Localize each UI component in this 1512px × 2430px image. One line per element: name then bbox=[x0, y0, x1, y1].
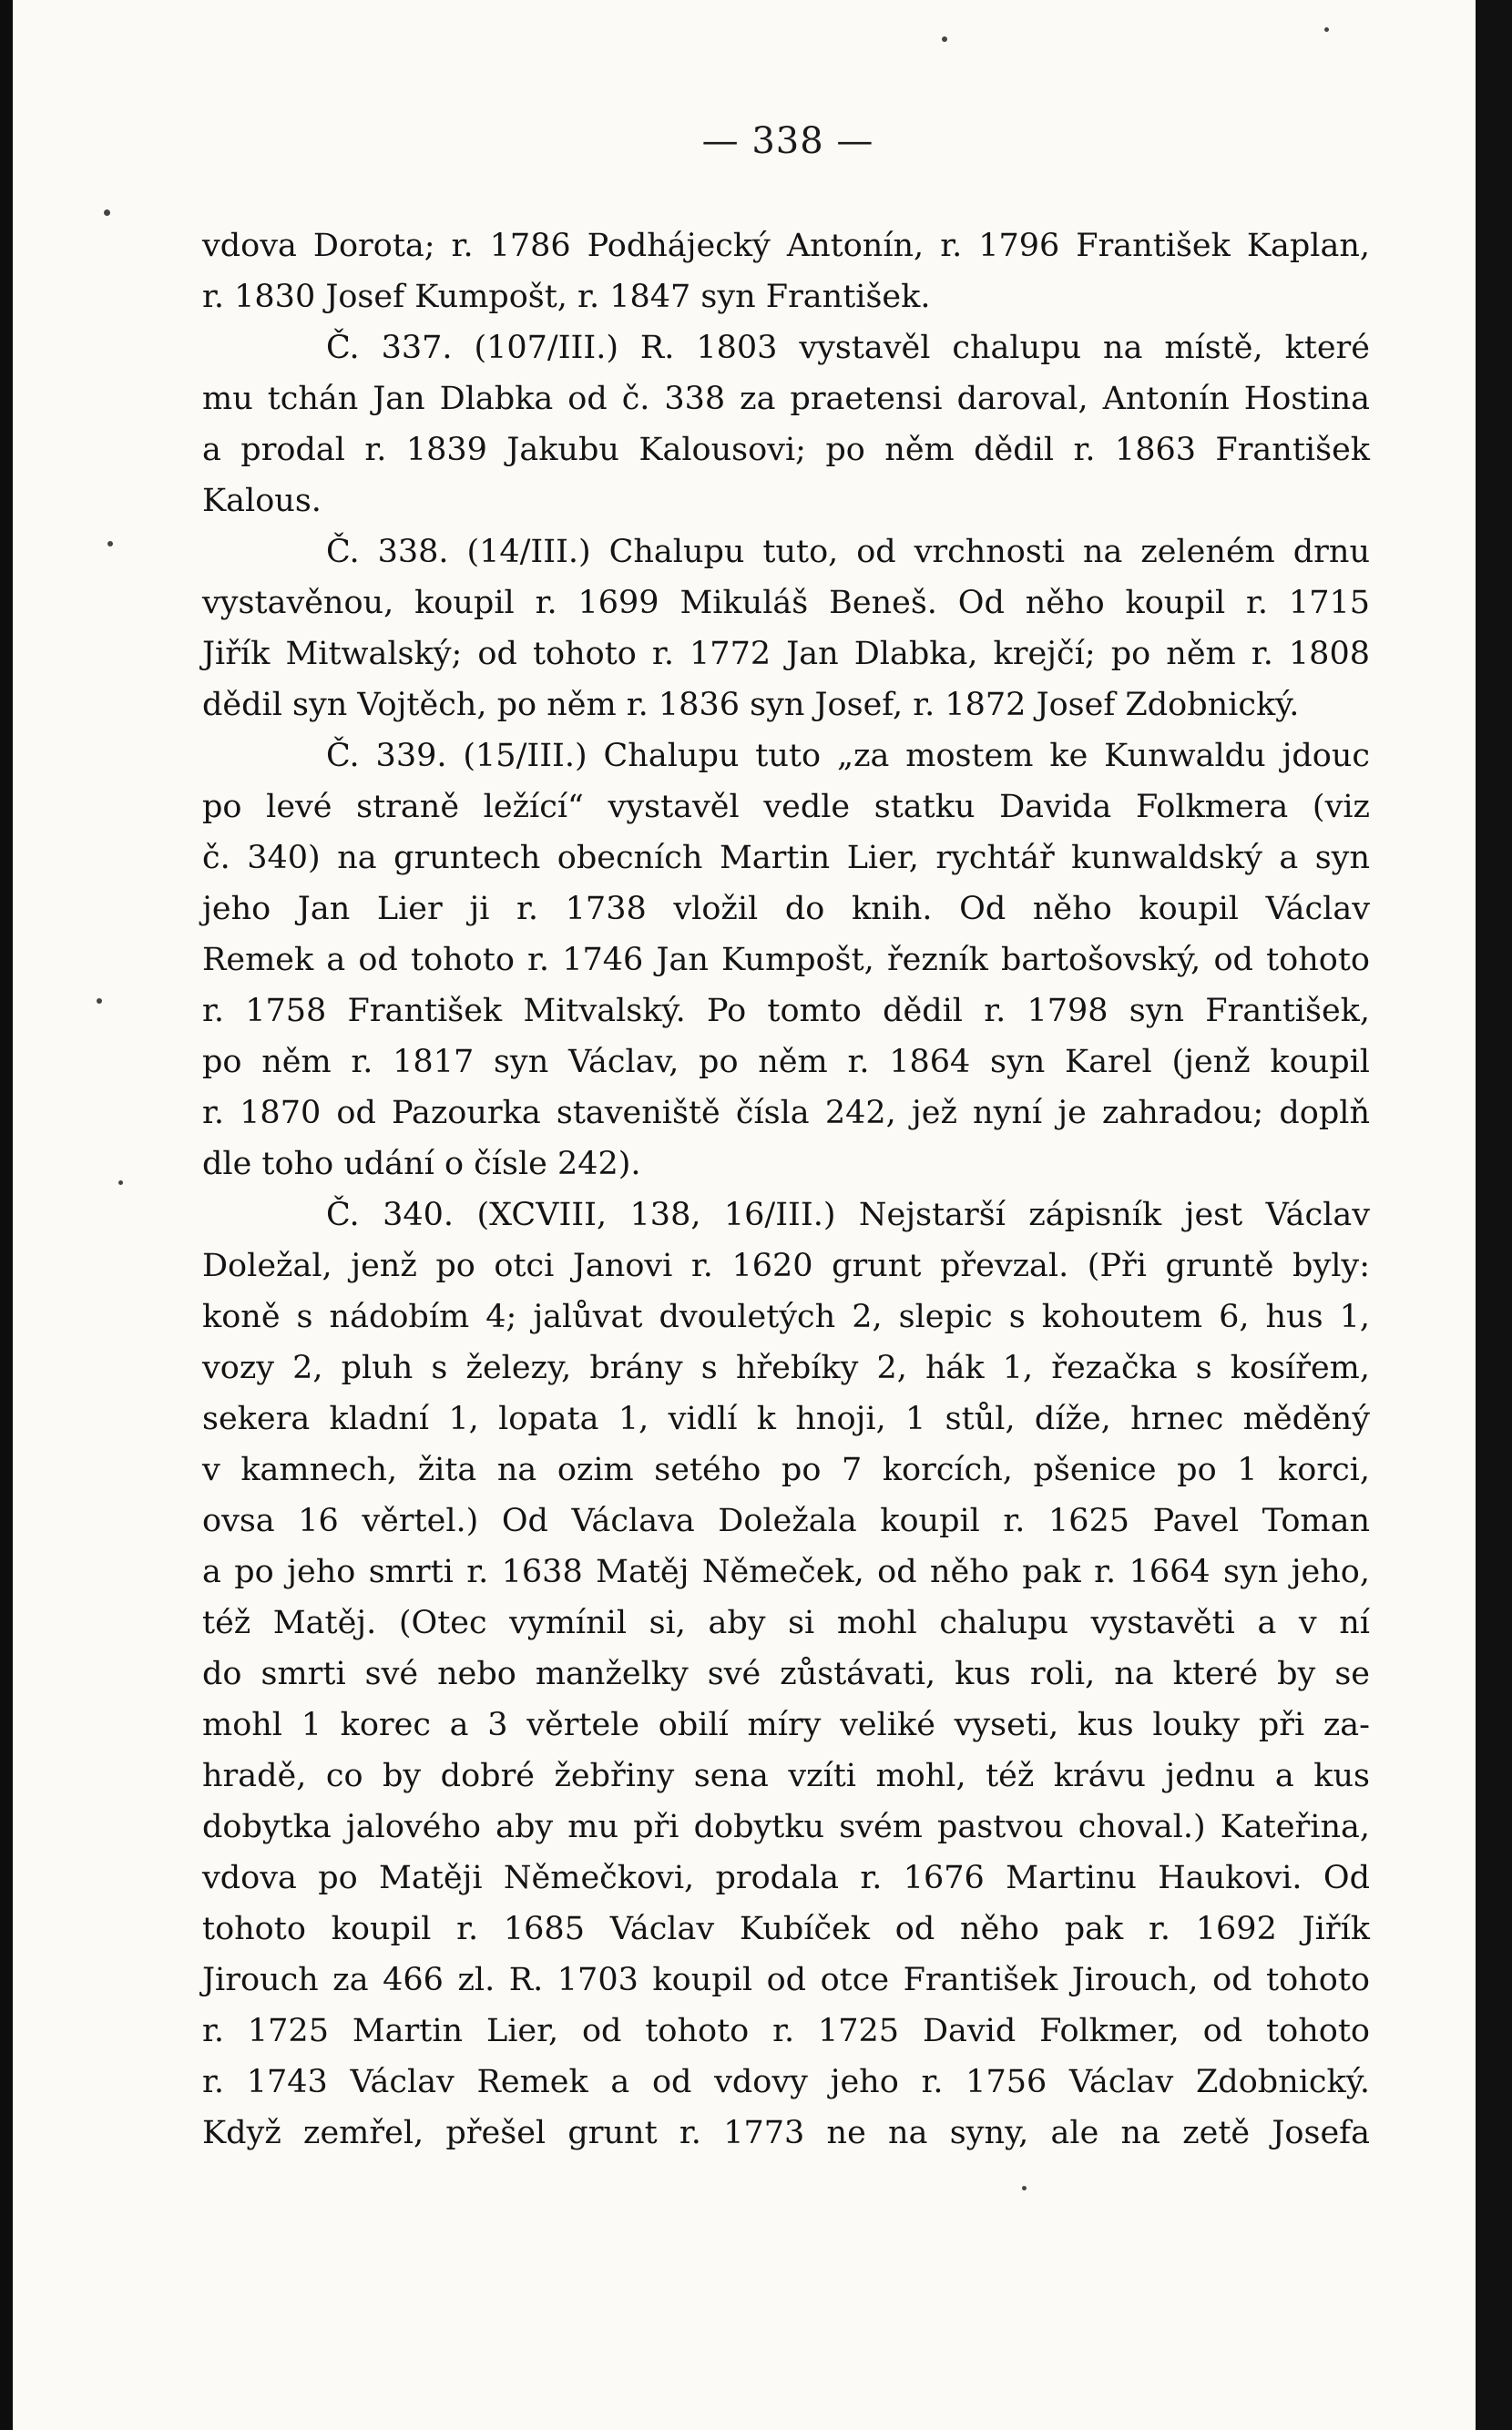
text-line: vdova po Matěji Němečkovi, prodala r. 1676 Martinu Haukovi. Od bbox=[202, 1860, 1370, 1896]
text-line: Jiřík Mitwalský; od tohoto r. 1772 Jan Dlabka, krejčí; po něm r. 1808 bbox=[202, 636, 1370, 672]
text-line: hradě, co by dobré žebřiny sena vzíti mohl, též krávu jednu a kus bbox=[202, 1758, 1370, 1794]
text-line: Když zemřel, přešel grunt r. 1773 ne na syny, ale na zetě Josefa bbox=[202, 2115, 1370, 2151]
text-line: mohl 1 korec a 3 věrtele obilí míry veliké vyseti, kus louky při za- bbox=[202, 1707, 1370, 1743]
scan-speck bbox=[1022, 2186, 1027, 2190]
text-line: r. 1758 František Mitvalský. Po tomto dědil r. 1798 syn František, bbox=[202, 993, 1370, 1029]
text-line: koně s nádobím 4; jalůvat dvouletých 2, slepic s kohoutem 6, hus 1, bbox=[202, 1299, 1370, 1335]
text-line: a prodal r. 1839 Jakubu Kalousovi; po něm dědil r. 1863 František bbox=[202, 432, 1370, 468]
text-line: r. 1870 od Pazourka staveniště čísla 242, jež nyní je zahradou; doplň bbox=[202, 1095, 1370, 1131]
text-line: sekera kladní 1, lopata 1, vidlí k hnoji, 1 stůl, díže, hrnec měděný bbox=[202, 1401, 1370, 1437]
text-line: Jirouch za 466 zl. R. 1703 koupil od otce František Jirouch, od tohoto bbox=[202, 1962, 1370, 1998]
text-line: po něm r. 1817 syn Václav, po něm r. 1864 syn Karel (jenž koupil bbox=[202, 1044, 1370, 1080]
text-line: Remek a od tohoto r. 1746 Jan Kumpošt, řezník bartošovský, od tohoto bbox=[202, 942, 1370, 978]
page-number: — 338 — bbox=[701, 120, 874, 162]
scan-edge bbox=[1476, 0, 1512, 2430]
text-line: Kalous. bbox=[202, 483, 322, 519]
text-line: vozy 2, pluh s železy, brány s hřebíky 2, hák 1, řezačka s kosířem, bbox=[202, 1350, 1370, 1386]
text-line: dědil syn Vojtěch, po něm r. 1836 syn Josef, r. 1872 Josef Zdobnický. bbox=[202, 687, 1300, 723]
scanned-page bbox=[13, 0, 1476, 2430]
text-line: po levé straně ležící“ vystavěl vedle statku Davida Folkmera (viz bbox=[202, 789, 1370, 825]
scan-speck bbox=[97, 998, 102, 1004]
text-line: jeho Jan Lier ji r. 1738 vložil do knih. Od něho koupil Václav bbox=[202, 891, 1370, 927]
scan-speck bbox=[1324, 27, 1329, 32]
text-line: ovsa 16 věrtel.) Od Václava Doležala koupil r. 1625 Pavel Toman bbox=[202, 1503, 1370, 1539]
text-line: dle toho udání o čísle 242). bbox=[202, 1146, 641, 1182]
text-line: do smrti své nebo manželky své zůstávati, kus roli, na které by se bbox=[202, 1656, 1370, 1692]
scan-speck bbox=[118, 1180, 123, 1185]
text-line: v kamnech, žita na ozim setého po 7 korcích, pšenice po 1 korci, bbox=[202, 1452, 1370, 1488]
text-line: mu tchán Jan Dlabka od č. 338 za praetensi daroval, Antonín Hostina bbox=[202, 381, 1370, 417]
text-line: tohoto koupil r. 1685 Václav Kubíček od něho pak r. 1692 Jiřík bbox=[202, 1911, 1370, 1947]
text-line: vystavěnou, koupil r. 1699 Mikuláš Beneš. Od něho koupil r. 1715 bbox=[202, 585, 1370, 621]
body-text bbox=[202, 220, 1370, 2159]
text-line: Doležal, jenž po otci Janovi r. 1620 grunt převzal. (Při gruntě byly: bbox=[202, 1248, 1370, 1284]
text-line: Č. 338. (14/III.) Chalupu tuto, od vrchnosti na zeleném drnu bbox=[326, 534, 1370, 570]
text-line: Č. 340. (XCVIII, 138, 16/III.) Nejstarší zápisník jest Václav bbox=[326, 1197, 1370, 1233]
text-line: vdova Dorota; r. 1786 Podhájecký Antonín, r. 1796 František Kaplan, bbox=[202, 228, 1370, 264]
text-line: r. 1725 Martin Lier, od tohoto r. 1725 David Folkmer, od tohoto bbox=[202, 2013, 1370, 2049]
text-line: též Matěj. (Otec vymínil si, aby si mohl chalupu vystavěti a v ní bbox=[202, 1605, 1370, 1641]
text-line: dobytka jalového aby mu při dobytku svém pastvou choval.) Kateřina, bbox=[202, 1809, 1370, 1845]
text-line: č. 340) na gruntech obecních Martin Lier, rychtář kunwaldský a syn bbox=[202, 840, 1370, 876]
scan-speck bbox=[942, 36, 947, 42]
scan-speck bbox=[104, 209, 110, 216]
scan-speck bbox=[107, 541, 113, 546]
text-line: r. 1743 Václav Remek a od vdovy jeho r. 1756 Václav Zdobnický. bbox=[202, 2064, 1370, 2100]
text-line: Č. 337. (107/III.) R. 1803 vystavěl chalupu na místě, které bbox=[326, 330, 1370, 366]
text-line: r. 1830 Josef Kumpošt, r. 1847 syn František. bbox=[202, 279, 931, 315]
text-line: a po jeho smrti r. 1638 Matěj Němeček, od něho pak r. 1664 syn jeho, bbox=[202, 1554, 1370, 1590]
text-line: Č. 339. (15/III.) Chalupu tuto „za mostem ke Kunwaldu jdouc bbox=[326, 738, 1370, 774]
